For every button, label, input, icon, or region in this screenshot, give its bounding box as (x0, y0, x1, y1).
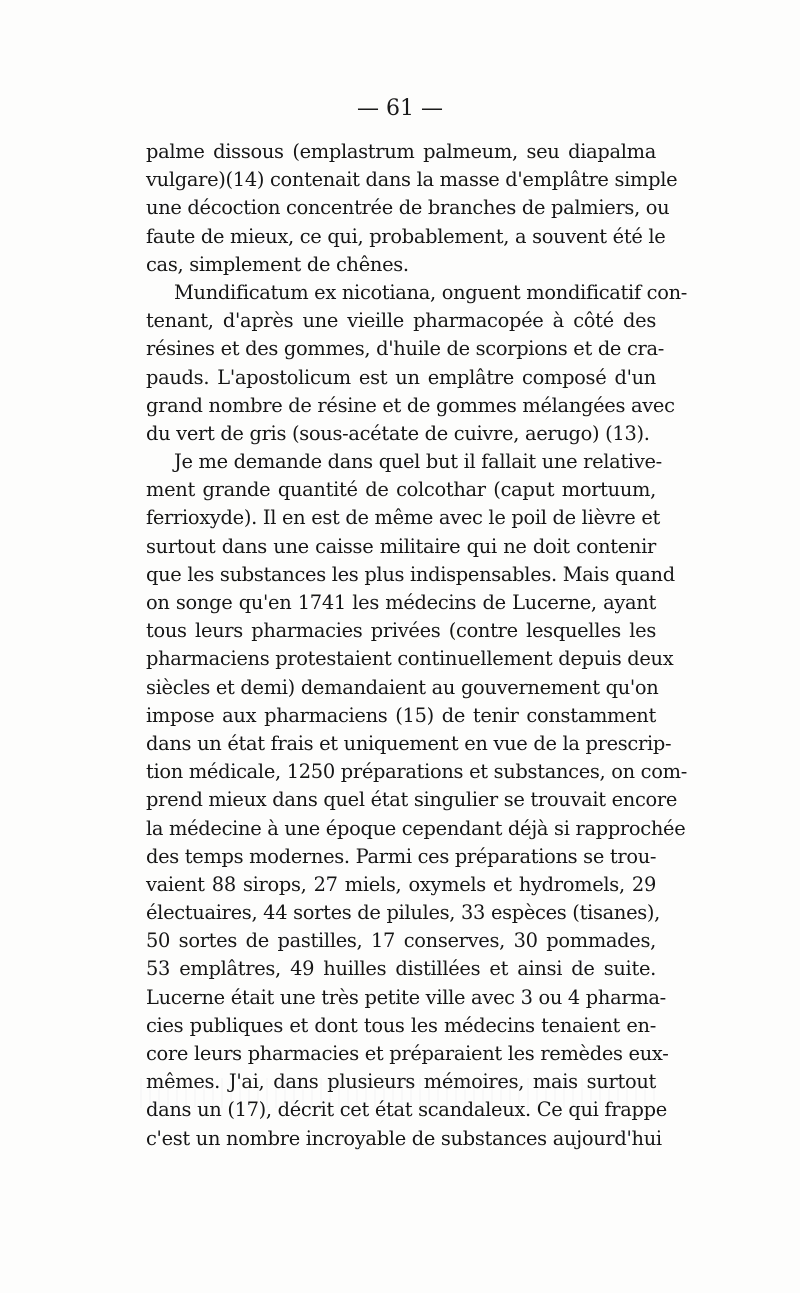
text-line: la médecine à une époque cependant déjà si rapprochée (146, 816, 686, 840)
text-line: Je me demande dans quel but il fallait une relative- (174, 450, 662, 474)
body-text (146, 138, 688, 1153)
text-line: cas, simplement de chênes. (146, 252, 409, 276)
text-line: vulgare)(14) contenait dans la masse d'emplâtre simple (146, 168, 678, 192)
text-line: core leurs pharmacies et préparaient les remèdes eux- (146, 1042, 669, 1065)
text-line: ferrioxyde). Il en est de même avec le poil de lièvre et (146, 506, 660, 530)
text-line: pharmaciens protestaient continuellement depuis deux (146, 647, 674, 671)
text-line: des temps modernes. Parmi ces préparations se trou- (146, 844, 657, 868)
text-line: faute de mieux, ce qui, probablement, a souvent été le (146, 224, 666, 248)
text-line: mêmes. J'ai, dans plusieurs mémoires, mais surtout (146, 1070, 656, 1094)
text-line: tion médicale, 1250 préparations et substances, on com- (146, 760, 687, 784)
text-line: du vert de gris (sous-acétate de cuivre, aerugo) (13). (146, 421, 650, 445)
text-line: prend mieux dans quel état singulier se trouvait encore (146, 788, 678, 812)
text-line: on songe qu'en 1741 les médecins de Lucerne, ayant (146, 591, 656, 614)
text-line: cies publiques et dont tous les médecins tenaient en- (146, 1013, 656, 1037)
bleed-through-noise (140, 1078, 660, 1108)
text-line: une décoction concentrée de branches de palmiers, ou (146, 196, 670, 220)
text-line: Lucerne était une très petite ville avec 3 ou 4 pharma- (146, 985, 666, 1009)
text-line: tous leurs pharmacies privées (contre lesquelles les (146, 619, 656, 643)
text-line: siècles et demi) demandaient au gouvernement qu'on (146, 675, 659, 699)
text-line: résines et des gommes, d'huile de scorpions et de cra- (146, 337, 665, 361)
text-line: 53 emplâtres, 49 huilles distillées et ainsi de suite. (146, 957, 656, 981)
text-line: que les substances les plus indispensables. Mais quand (146, 562, 675, 586)
text-line: dans un (17), décrit cet état scandaleux. Ce qui frappe (146, 1098, 667, 1122)
page-number: — 61 — (357, 96, 443, 121)
text-line: surtout dans une caisse militaire qui ne doit contenir (146, 534, 656, 558)
text-line: impose aux pharmaciens (15) de tenir constamment (146, 703, 656, 727)
text-line: 50 sortes de pastilles, 17 conserves, 30 pommades, (146, 929, 656, 953)
text-line: c'est un nombre incroyable de substances aujourd'hui (146, 1126, 662, 1150)
text-line: dans un état frais et uniquement en vue de la prescrip- (146, 731, 672, 755)
text-line: vaient 88 sirops, 27 miels, oxymels et hydromels, 29 (146, 872, 656, 896)
text-line: pauds. L'apostolicum est un emplâtre composé d'un (146, 365, 656, 389)
text-line: tenant, d'après une vieille pharmacopée à côté des (146, 309, 656, 333)
text-line: palme dissous (emplastrum palmeum, seu diapalma (146, 140, 656, 163)
text-line: ment grande quantité de colcothar (caput mortuum, (146, 478, 656, 502)
text-line: électuaires, 44 sortes de pilules, 33 espèces (tisanes), (146, 901, 661, 925)
text-line: Mundificatum ex nicotiana, onguent mondificatif con- (174, 280, 688, 304)
text-line: grand nombre de résine et de gommes mélangées avec (146, 393, 675, 417)
